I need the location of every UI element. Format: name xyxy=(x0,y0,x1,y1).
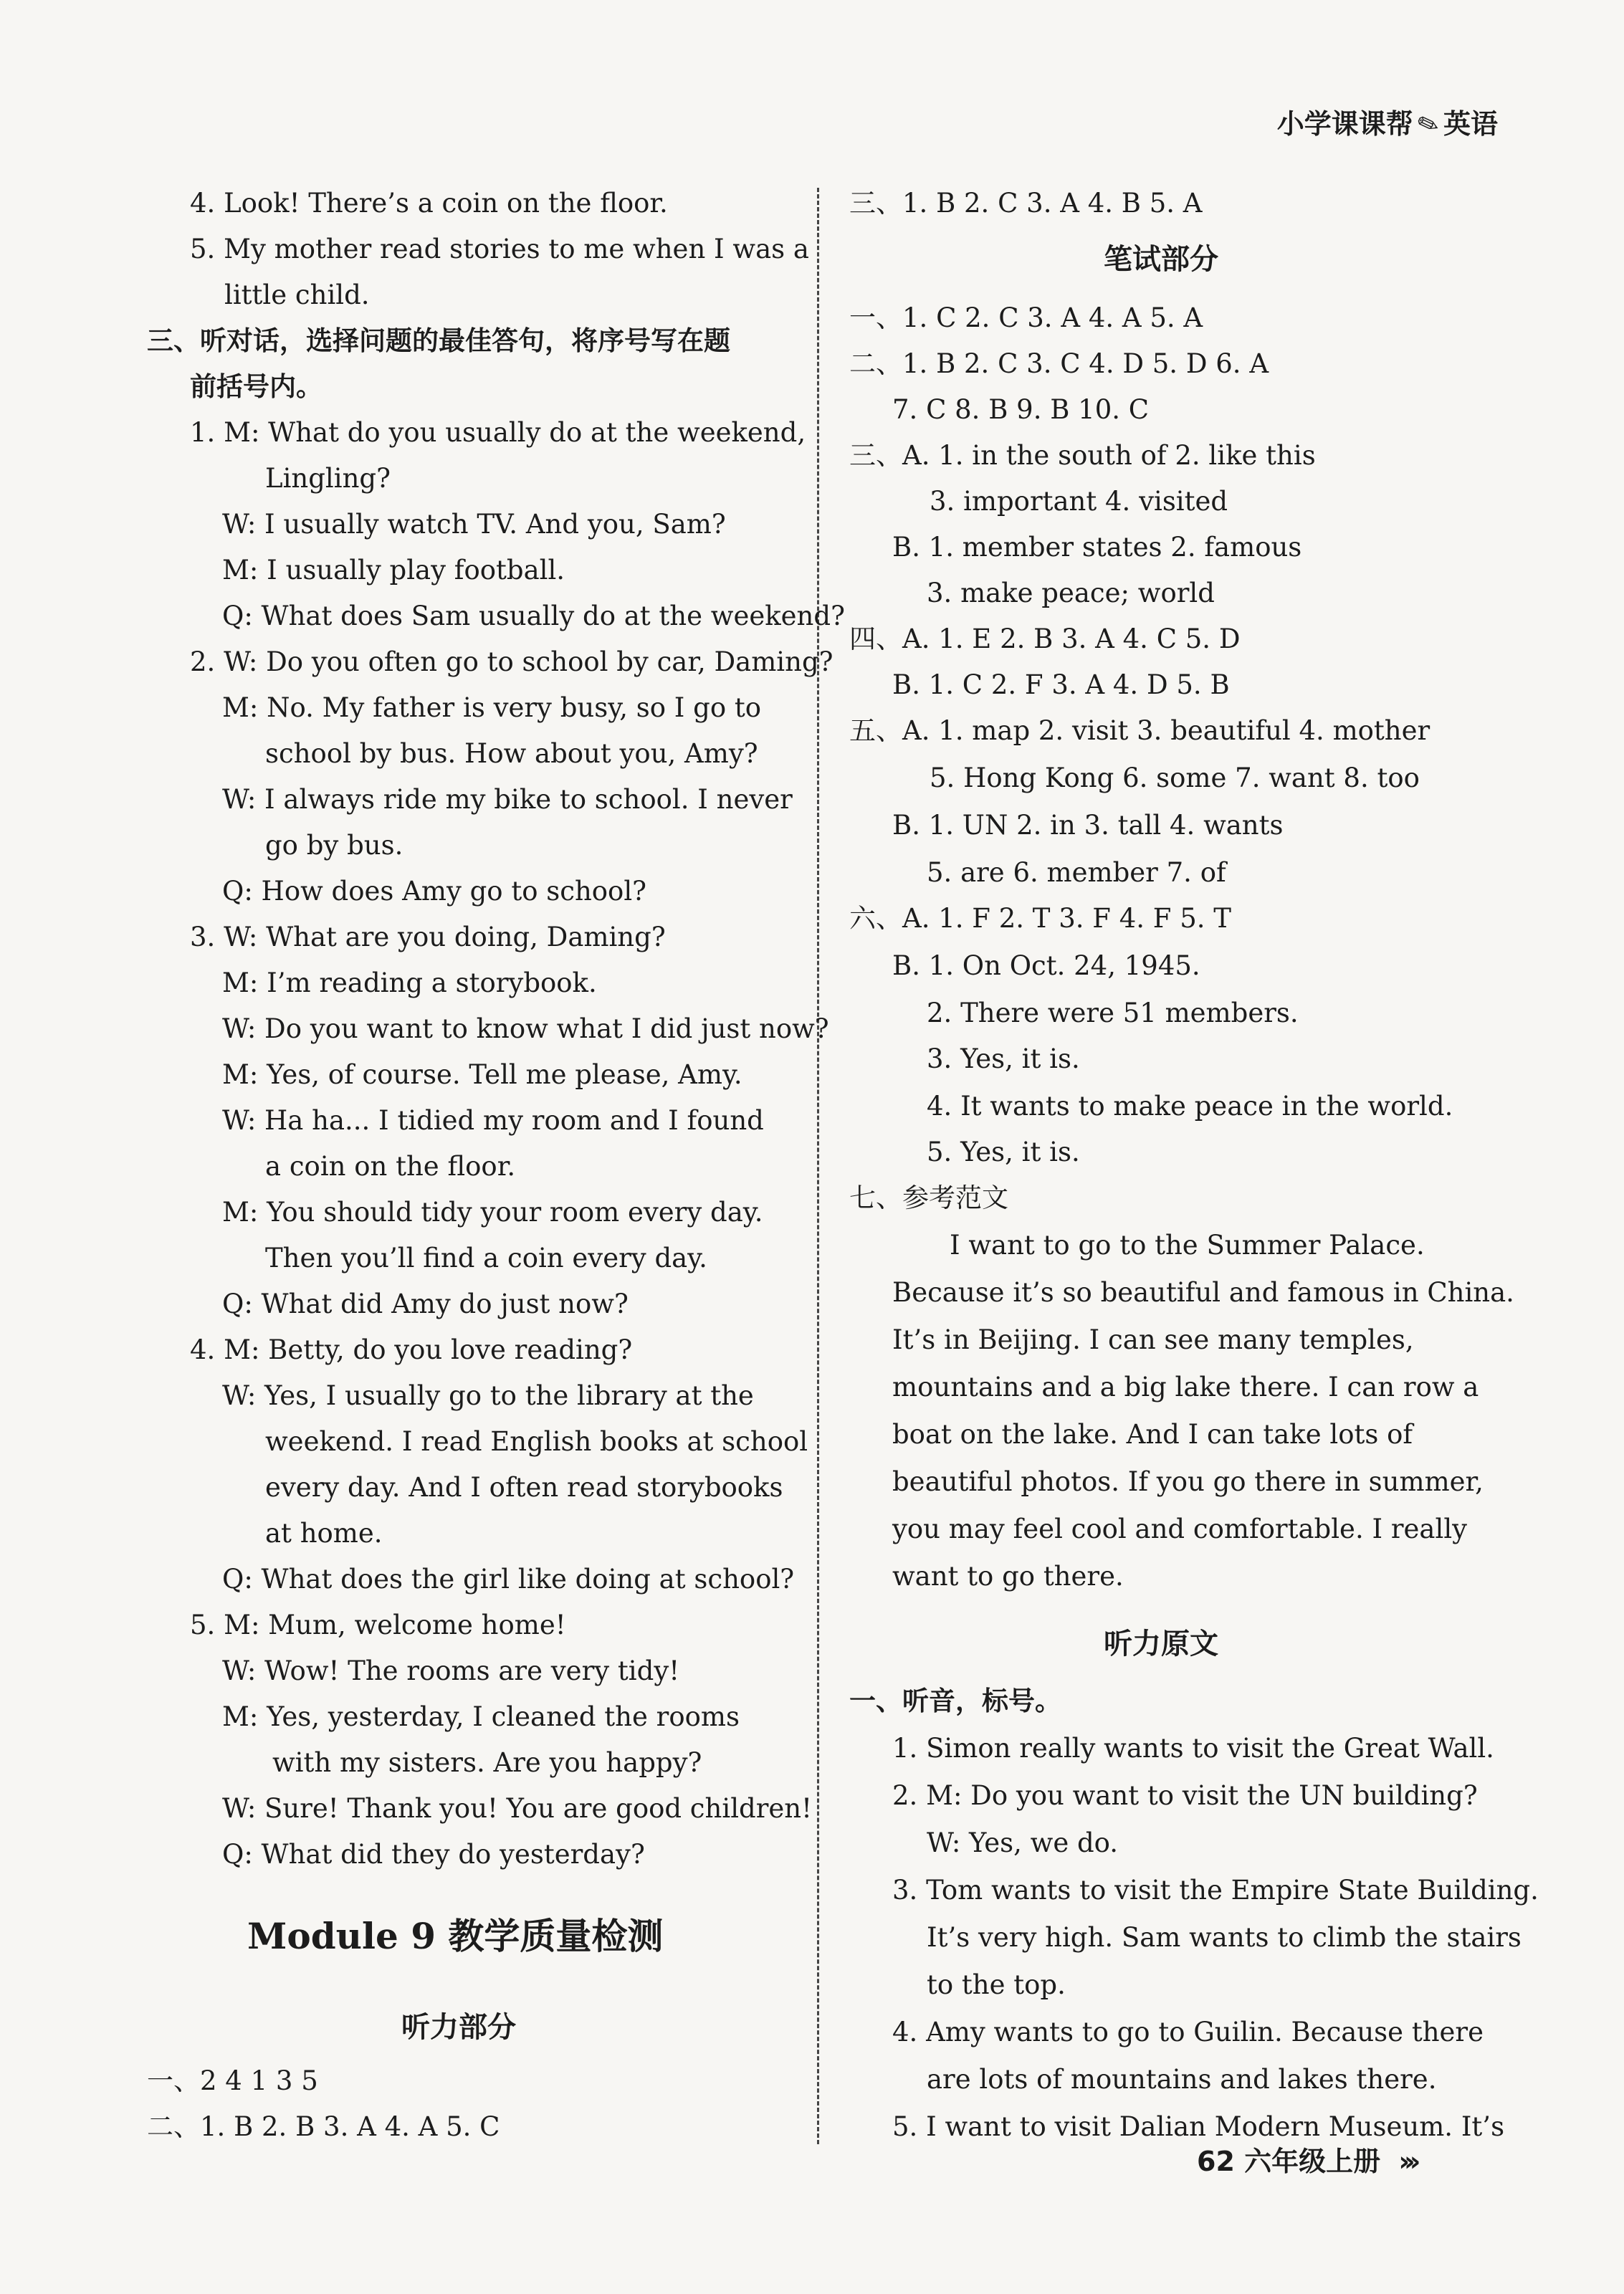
essay-line: beautiful photos. If you go there in summer, xyxy=(892,1466,1484,1497)
section-title: 听力部分 xyxy=(401,2011,516,2044)
text-line: M: You should tidy your room every day. xyxy=(222,1197,763,1228)
answer-line: 三、1. B 2. C 3. A 4. B 5. A xyxy=(849,188,1203,219)
answer-line: 3. Yes, it is. xyxy=(927,1043,1080,1074)
pen-icon: ✎ xyxy=(1413,107,1444,143)
text-line: 1. M: What do you usually do at the weekend, xyxy=(190,417,806,448)
page-header xyxy=(1211,102,1498,152)
text-line: Q: What does Sam usually do at the weekend? xyxy=(222,601,845,631)
text-line: M: Yes, of course. Tell me please, Amy. xyxy=(222,1059,742,1090)
column-divider xyxy=(817,188,819,2144)
answer-line: 5. are 6. member 7. of xyxy=(927,857,1226,888)
text-line: 2. W: Do you often go to school by car, Daming? xyxy=(190,646,834,677)
text-line: go by bus. xyxy=(265,830,403,861)
text-line: school by bus. How about you, Amy? xyxy=(265,738,758,769)
transcript-line: are lots of mountains and lakes there. xyxy=(927,2064,1437,2095)
answer-line: 7. C 8. B 9. B 10. C xyxy=(892,394,1150,425)
answer-line: 2. There were 51 members. xyxy=(927,998,1299,1028)
transcript-line: W: Yes, we do. xyxy=(927,1827,1119,1858)
text-line: a coin on the floor. xyxy=(265,1151,516,1182)
transcript-line: 4. Amy wants to go to Guilin. Because there xyxy=(892,2017,1484,2047)
answer-line: B. 1. On Oct. 24, 1945. xyxy=(892,950,1200,981)
answer-line: 四、A. 1. E 2. B 3. A 4. C 5. D xyxy=(849,623,1241,654)
essay-line: Because it’s so beautiful and famous in China. xyxy=(892,1277,1514,1308)
text-line: 4. M: Betty, do you love reading? xyxy=(190,1334,633,1365)
answer-line: 六、A. 1. F 2. T 3. F 4. F 5. T xyxy=(849,903,1231,934)
text-line: 4. Look! There’s a coin on the floor. xyxy=(190,188,668,219)
answer-line: 3. make peace; world xyxy=(927,578,1215,608)
essay-line: boat on the lake. And I can take lots of xyxy=(892,1419,1413,1450)
answer-line: 3. important 4. visited xyxy=(930,486,1228,517)
text-line: W: I usually watch TV. And you, Sam? xyxy=(222,509,726,540)
answer-line: 一、2 4 1 3 5 xyxy=(147,2065,318,2096)
text-line: Lingling? xyxy=(265,463,391,494)
text-line: M: I usually play football. xyxy=(222,555,565,586)
answer-line: 5. Hong Kong 6. some 7. want 8. too xyxy=(930,763,1420,793)
brand xyxy=(1277,102,1498,141)
text-line: little child. xyxy=(224,279,370,310)
section-title: 听力原文 xyxy=(1104,1628,1218,1660)
page-footer xyxy=(1197,2139,1415,2179)
section-heading: 前括号内。 xyxy=(190,371,323,402)
text-line: weekend. I read English books at school xyxy=(265,1426,808,1457)
section-heading: 三、听对话，选择问题的最佳答句，将序号写在题 xyxy=(147,325,730,356)
text-line: W: Wow! The rooms are very tidy! xyxy=(222,1655,680,1686)
answer-line: B. 1. UN 2. in 3. tall 4. wants xyxy=(892,810,1284,841)
answer-line: 4. It wants to make peace in the world. xyxy=(927,1091,1453,1122)
answer-line: 一、1. C 2. C 3. A 4. A 5. A xyxy=(849,302,1203,333)
essay-line: It’s in Beijing. I can see many temples, xyxy=(892,1324,1414,1355)
brand-left: 小学课课帮 xyxy=(1276,108,1413,140)
text-line: Then you’ll find a coin every day. xyxy=(265,1243,707,1273)
section-title: 笔试部分 xyxy=(1104,243,1218,276)
transcript-line: to the top. xyxy=(927,1969,1066,2000)
transcript-line: 1. Simon really wants to visit the Great Wall. xyxy=(892,1733,1494,1764)
transcript-line: 3. Tom wants to visit the Empire State Building. xyxy=(892,1875,1539,1906)
text-line: W: Do you want to know what I did just now? xyxy=(222,1013,829,1044)
text-line: 5. My mother read stories to me when I was a xyxy=(190,234,809,264)
essay-line: I want to go to the Summer Palace. xyxy=(950,1230,1425,1261)
transcript-line: 5. I want to visit Dalian Modern Museum. It’s xyxy=(892,2111,1505,2142)
answer-line: 三、A. 1. in the south of 2. like this xyxy=(849,440,1316,471)
section-heading: 一、听音，标号。 xyxy=(849,1686,1061,1716)
text-line: Q: What does the girl like doing at school? xyxy=(222,1564,795,1595)
answer-line: 二、1. B 2. B 3. A 4. A 5. C xyxy=(147,2111,500,2142)
text-line: W: Yes, I usually go to the library at the xyxy=(222,1380,754,1411)
grade-label: 六年级上册 xyxy=(1244,2146,1381,2177)
answer-line: B. 1. C 2. F 3. A 4. D 5. B xyxy=(892,669,1230,700)
page-number: 62 xyxy=(1197,2146,1235,2177)
text-line: with my sisters. Are you happy? xyxy=(272,1747,702,1778)
text-line: M: I’m reading a storybook. xyxy=(222,967,597,998)
text-line: 3. W: What are you doing, Daming? xyxy=(190,922,666,952)
essay-line: want to go there. xyxy=(892,1561,1124,1592)
text-line: W: Ha ha... I tidied my room and I found xyxy=(222,1105,764,1136)
text-line: every day. And I often read storybooks xyxy=(265,1472,783,1503)
answer-line: B. 1. member states 2. famous xyxy=(892,532,1302,563)
text-line: M: Yes, yesterday, I cleaned the rooms xyxy=(222,1701,740,1732)
text-line: Q: What did Amy do just now? xyxy=(222,1289,629,1319)
brand-right: 英语 xyxy=(1443,108,1498,140)
text-line: W: I always ride my bike to school. I never xyxy=(222,784,793,815)
answer-line: 5. Yes, it is. xyxy=(927,1137,1080,1167)
text-line: 5. M: Mum, welcome home! xyxy=(190,1610,566,1640)
answer-line: 五、A. 1. map 2. visit 3. beautiful 4. mother xyxy=(849,715,1430,746)
essay-line: you may feel cool and comfortable. I really xyxy=(892,1514,1468,1544)
transcript-line: 2. M: Do you want to visit the UN building? xyxy=(892,1780,1478,1811)
text-line: Q: What did they do yesterday? xyxy=(222,1839,645,1870)
text-line: Q: How does Amy go to school? xyxy=(222,876,646,907)
transcript-line: It’s very high. Sam wants to climb the stairs xyxy=(927,1922,1522,1953)
essay-line: mountains and a big lake there. I can row a xyxy=(892,1372,1479,1402)
module-title: Module 9 教学质量检测 xyxy=(247,1915,664,1957)
text-line: at home. xyxy=(265,1518,383,1549)
text-line: W: Sure! Thank you! You are good children! xyxy=(222,1793,812,1824)
text-line: M: No. My father is very busy, so I go to xyxy=(222,692,761,723)
answer-line: 二、1. B 2. C 3. C 4. D 5. D 6. A xyxy=(849,348,1269,379)
forward-arrows-icon: ››› xyxy=(1398,2146,1415,2177)
answer-line: 七、参考范文 xyxy=(849,1182,1008,1213)
